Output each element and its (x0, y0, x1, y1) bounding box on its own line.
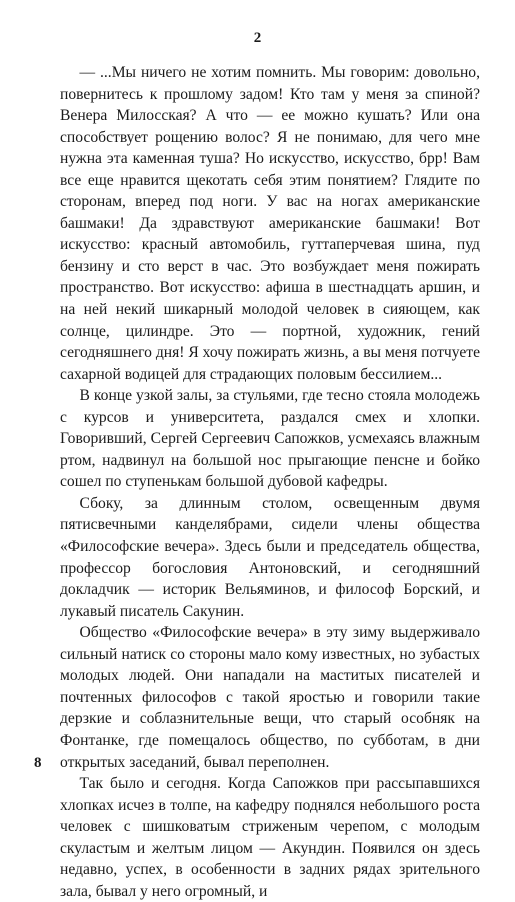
paragraph-akundin: Так было и сегодня. Когда Сапожков при рассыпавшихся хлопках исчез в толпе, на кафедру поднялся небольшого роста человек с шишковатым стриженым черепом, с молодым скуластым и желтым лицом — Акундин. Появился он здесь недавно, успех, в особенности в задних рядах зрительного зала, бывал у него огромный, и (60, 775, 480, 900)
paragraph-table: Сбоку, за длинным столом, освещенным двумя пятисвечными канделябрами, сидели члены общества «Философские вечера». Здесь были и председатель общества, профессор богословия Антоновский, и сегодняшний докладчик — историк Вельяминов, и философ Борский, и лукавый писатель Сакунин. (60, 494, 480, 620)
paragraph-hall: В конце узкой залы, за стульями, где тесно стояла молодежь с курсов и университета, раздался смех и хлопки. Говоривший, Сергей Сергеевич Сапожков, усмехаясь влажным ртом, надвинул на большой нос прыгающие пенсне и бойко сошел по ступенькам большой дубовой кафедры. (60, 387, 480, 491)
body-text (60, 62, 480, 902)
paragraph-speech: — ...Мы ничего не хотим помнить. Мы говорим: довольно, повернитесь к прошлому задом! Кто там у меня за спиной? Венера Милосская? А что — ее можно кушать? Или она способствует рощению волос? Я не понимаю, для чего мне нужна эта каменная туша? Но искусство, искусство, брр! Вам все еще нравится щекотать себя этим понятием? Глядите по сторонам, вперед под ноги. У вас на ногах американские башмаки! Да здравствуют американские башмаки! Вот искусство: красный автомобиль, гуттаперчевая шина, пуд бензину и сто верст в час. Это возбуждает меня пожирать пространство. Вот искусство: афиша в шестнадцать аршин, и на ней некий шикарный молодой человек в сияющем, как солнце, цилиндре. Это — портной, художник, гений сегодняшнего дня! Я хочу пожирать жизнь, а вы меня потчуете сахарной водицей для страдающих половым бессилием... (60, 64, 480, 383)
page-number: 8 (34, 755, 42, 771)
chapter-number: 2 (253, 30, 262, 46)
paragraph-society: Общество «Философские вечера» в эту зиму выдерживало сильный натиск со стороны мало кому известных, но зубастых молодых людей. Они нападали на маститых писателей и почтенных философов с такой яростью и говорили такие дерзкие и соблазнительные вещи, что старый особняк на Фонтанке, где помещалось общество, по субботам, в дни открытых заседаний, бывал переполнен. (60, 624, 480, 771)
